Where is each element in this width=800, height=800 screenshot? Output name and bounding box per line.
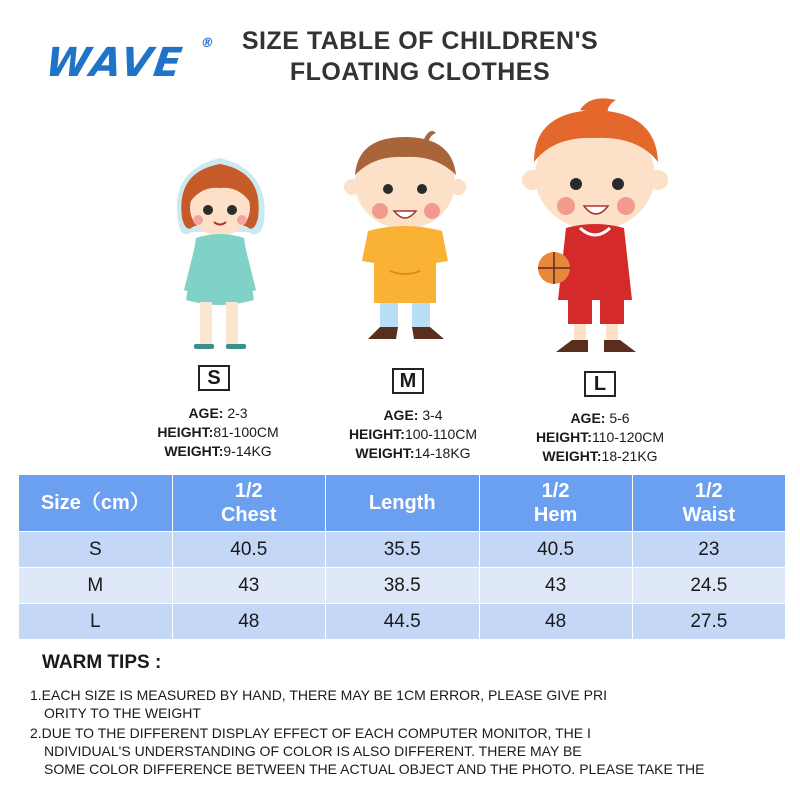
table-cell: 43 (479, 568, 632, 604)
girl-illustration (168, 150, 272, 355)
size-badge-l: L (584, 371, 616, 397)
table-row (19, 532, 786, 568)
height-label: HEIGHT: (535, 429, 592, 445)
table-cell: 23 (632, 532, 785, 568)
table-cell: L (19, 604, 173, 640)
table-header-row (19, 475, 786, 532)
table-cell: 48 (479, 604, 632, 640)
tip-item-1 (30, 686, 750, 722)
tip-line: SOME COLOR DIFFERENCE BETWEEN THE ACTUAL OBJECT AND THE PHOTO. PLEASE TAKE THE (44, 761, 705, 777)
header-size: Size（cm） (19, 475, 173, 532)
height-value: 110-120CM (591, 429, 665, 445)
title-line-2: FLOATING CLOTHES (289, 58, 551, 86)
registered-mark: ® (199, 36, 217, 51)
title-line-1: SIZE TABLE OF CHILDREN'S (241, 27, 599, 55)
weight-value: 18-21KG (601, 448, 658, 464)
table-cell: 24.5 (632, 568, 785, 604)
table-cell: 38.5 (325, 568, 479, 604)
tip-line: ORITY TO THE WEIGHT (44, 705, 201, 721)
table-cell: 48 (172, 604, 325, 640)
table-cell: M (19, 568, 173, 604)
weight-label: WEIGHT: (542, 448, 602, 464)
page-title (200, 26, 640, 88)
basketball-boy-illustration (520, 96, 670, 358)
table-row (19, 568, 786, 604)
height-value: 100-110CM (404, 426, 478, 442)
size-badge-s: S (198, 365, 230, 391)
weight-label: WEIGHT: (164, 443, 224, 459)
table-cell: 35.5 (325, 532, 479, 568)
header-hem: 1/2 Hem (479, 475, 632, 532)
weight-value: 14-18KG (414, 445, 471, 461)
size-s-info (118, 404, 318, 461)
age-label: AGE: (383, 407, 419, 423)
size-m-info (313, 406, 513, 463)
table-cell: 40.5 (479, 532, 632, 568)
table-cell: S (19, 532, 173, 568)
height-value: 81-100CM (213, 424, 279, 440)
header-waist: 1/2 Waist (632, 475, 785, 532)
tip-line: NDIVIDUAL'S UNDERSTANDING OF COLOR IS ALSO DIFFERENT. THERE MAY BE (44, 743, 582, 759)
height-label: HEIGHT: (157, 424, 214, 440)
height-label: HEIGHT: (348, 426, 405, 442)
tip-line: 2.DUE TO THE DIFFERENT DISPLAY EFFECT OF EACH COMPUTER MONITOR, THE I (30, 725, 591, 741)
table-cell: 43 (172, 568, 325, 604)
size-table (18, 474, 786, 640)
logo-text: WAVE (42, 40, 187, 86)
tip-item-2 (30, 724, 750, 778)
header-length: Length (325, 475, 479, 532)
age-value: 3-4 (418, 407, 443, 423)
brand-logo (42, 36, 217, 86)
weight-label: WEIGHT: (355, 445, 415, 461)
table-cell: 27.5 (632, 604, 785, 640)
age-label: AGE: (570, 410, 606, 426)
size-badge-m: M (392, 368, 424, 394)
warm-tips-heading: WARM TIPS : (42, 652, 162, 673)
header-chest: 1/2 Chest (172, 475, 325, 532)
size-l-info (500, 409, 700, 466)
table-row (19, 604, 786, 640)
tip-line: 1.EACH SIZE IS MEASURED BY HAND, THERE MAY BE 1CM ERROR, PLEASE GIVE PRI (30, 687, 608, 703)
age-value: 2-3 (223, 405, 248, 421)
weight-value: 9-14KG (223, 443, 272, 459)
table-cell: 40.5 (172, 532, 325, 568)
boy-illustration (340, 125, 470, 350)
age-value: 5-6 (605, 410, 630, 426)
table-cell: 44.5 (325, 604, 479, 640)
age-label: AGE: (188, 405, 224, 421)
